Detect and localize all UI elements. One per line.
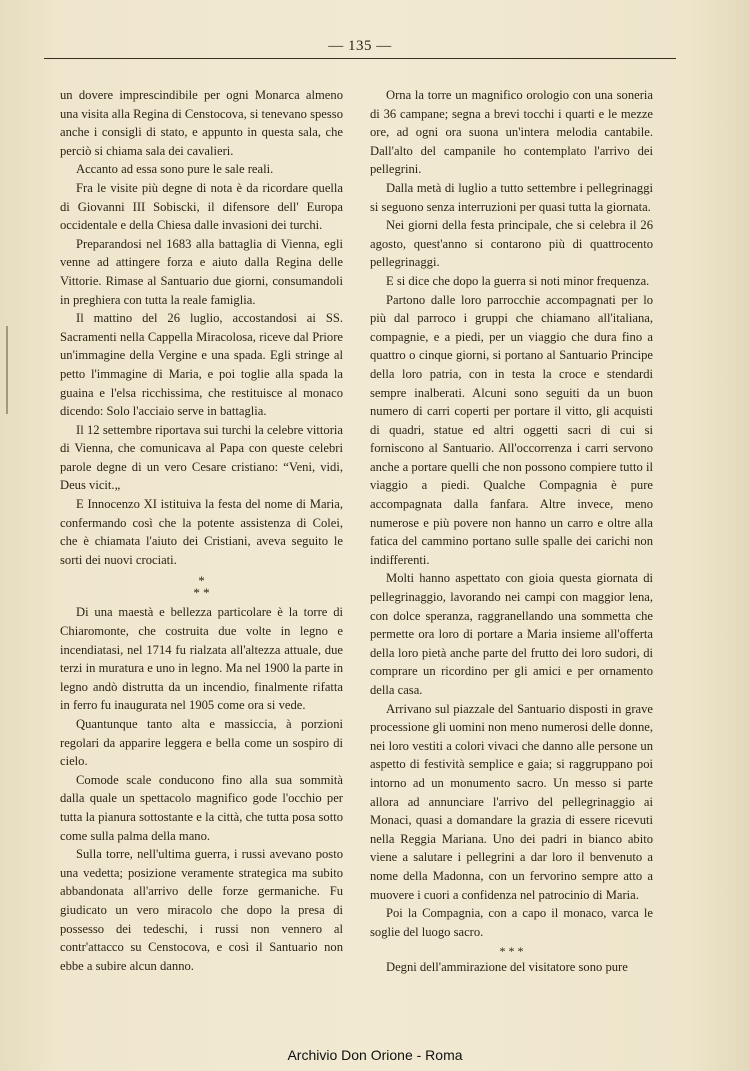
page-number: — 135 —	[328, 38, 392, 54]
left-column	[60, 86, 343, 975]
paragraph: Orna la torre un magnifico orologio con una soneria di 36 campane; segna a brevi tocchi i quarti e le mezze ore, ad ogni ora suona un'intera melodia cantabile. Dall'alto del campanile ho contemplato l'arrivo dei pellegrini.	[370, 88, 653, 177]
paragraph: E si dice che dopo la guerra si noti minor frequenza.	[386, 273, 650, 288]
archive-footer: Archivio Don Orione - Roma	[287, 1047, 463, 1063]
paragraph: Accanto ad essa sono pure le sale reali.	[76, 162, 274, 177]
paragraph: E Innocenzo XI istituiva la festa del nome di Maria, confermando così che la potente assistenza di Colei, che è chiamata l'aiuto dei Cristiani, aveva seguito le sorti dei nuovi crociati.	[60, 497, 343, 567]
section-separator	[370, 944, 653, 959]
paragraph: Arrivano sul piazzale del Santuario disposti in grave processione gli uomini non meno numerosi delle donne, nei loro vestiti a colori vivaci che danno alle persone un aspetto di festività semplice e gaia; si raggruppano poi intorno ad un monumento sacro. Un messo si parte allora ad annunciare l'arrivo del pellegrinaggio ai Monaci, quasi a domandare la grazia di essere ricevuti nella Reggia Mariana. Uno dei padri in bianco abito viene a salutare i pellegrini a dar loro il benvenuto a nome della Madonna, con un fervorino sempre atto a muovere i cuori a confidenza nel patrocinio di Maria.	[370, 701, 653, 902]
header-rule	[44, 58, 676, 59]
paragraph: Comode scale conducono fino alla sua sommità dalla quale un spettacolo magnifico gode l'occhio per tutta la pianura sottostante e la città, che tutta posa sotto come sulla palma della mano.	[60, 772, 343, 843]
separator-star-top: *	[198, 573, 205, 589]
separator-star-top: *	[499, 944, 506, 959]
paragraph: Nei giorni della festa principale, che si celebra il 26 agosto, quest'anno si contarono più di quattrocento pellegrinaggi.	[370, 218, 653, 270]
page-header	[44, 38, 676, 62]
paragraph: Preparandosi nel 1683 alla battaglia di Vienna, egli venne ad attingere forza e aiuto dalla Regina delle Vittorie. Rimase al Santuario due giorni, consumandoli in preghiera con tutta la reale famiglia.	[60, 236, 343, 307]
paragraph: Partono dalle loro parrocchie accompagnati per lo più dal parroco i gruppi che chiamano all'italiana, compagnie, e a piedi, per un viaggio che dura fino a quattro o cinque giorni, si portano al Santuario Principe della loro patria, con in testa la croce e stendardi sempre inalberati. Alcuni sono seguiti da un buon numero di carri coperti per portare il vitto, gli acquisti di quadri, statue ed altri oggetti sacri di cui si forniscono al Santuario. All'occorrenza i carri servono anche a portare quelli che non possono compiere tutto il viaggio a piedi. Qualche Compagnia è pure accompagnata dalla fanfara. Altre invece, meno numerose e più povere non hanno un carro e oltre alla fatica del cammino portano sulle spalle dei carichi non indifferenti.	[370, 292, 653, 567]
paragraph: Molti hanno aspettato con gioia questa giornata di pellegrinaggio, lavorando nei campi con maggior lena, con dolce speranza, raggranellando una sommetta che permette ora loro di portare a Maria insieme all'offerta della loro pietà anche parte del frutto dei loro sudori, di comprare un ricordino per gli amici e per ornamento della casa.	[370, 571, 653, 697]
paragraph: Dalla metà di luglio a tutto settembre i pellegrinaggi si seguono senza interruzioni per quasi tutta la giornata.	[370, 180, 653, 214]
margin-mark	[6, 326, 8, 414]
paragraph: Il mattino del 26 luglio, accostandosi ai SS. Sacramenti nella Cappella Miracolosa, riceve dal Priore un'immagine della Vergine e una spada. Egli stringe al petto l'immagine di Maria, e poi toglie alla spada la guaina e l'elsa ricchissima, che restituisce al monaco dicendo: Solo l'acciaio serve in battaglia.	[60, 311, 343, 419]
right-column	[370, 86, 653, 977]
paragraph: Degni dell'ammirazione del visitatore sono pure	[386, 960, 628, 975]
section-separator	[60, 575, 343, 599]
paragraph: Quantunque tanto alta e massiccia, à porzioni regolari da apparire leggera e bella come un sospiro di cielo.	[60, 717, 343, 769]
paragraph: Sulla torre, nell'ultima guerra, i russi avevano posto una vedetta; posizione veramente strategica ma subito abbandonata all'arrivo delle forze germaniche. Fu giudicato un vero miracolo che dopo la presa di possesso dei tedeschi, i russi non vennero al contr'attacco su Censtocova, e così il Santuario non ebbe a subire alcun danno.	[60, 847, 343, 973]
paragraph: Il 12 settembre riportava sui turchi la celebre vittoria di Vienna, che comunicava al Papa con queste celebri parole degne di un vero Cesare cristiano: “Veni, vidi, Deus vicit.„	[60, 422, 343, 493]
paragraph: un dovere imprescindibile per ogni Monarca almeno una visita alla Regina di Censtocova, si tenevano spesso anche i consigli di stato, e appunto in questa sala, che perciò si chiama sala dei cavalieri.	[60, 88, 343, 158]
paragraph: Fra le visite più degne di nota è da ricordare quella di Giovanni III Sobiscki, il difensore dell' Europa occidentale e della Chiesa dalle invasioni dei turchi.	[60, 180, 343, 233]
paragraph: Di una maestà e bellezza particolare è la torre di Chiaromonte, che costruita due volte in legno e incendiatasi, nel 1714 fu rialzata all'altezza attuale, due terzi in muratura e uno in legno. Ma nel 1900 la parte in legno andò distrutta da un incendio, finalmente rifatta in ferro fu inaugurata nel 1905 come ora si vede.	[60, 605, 343, 713]
paragraph: Poi la Compagnia, con a capo il monaco, varca le soglie del luogo sacro.	[370, 906, 653, 939]
separator-star-bottom: * *	[508, 944, 524, 959]
separator-star-bottom: * *	[193, 585, 210, 601]
